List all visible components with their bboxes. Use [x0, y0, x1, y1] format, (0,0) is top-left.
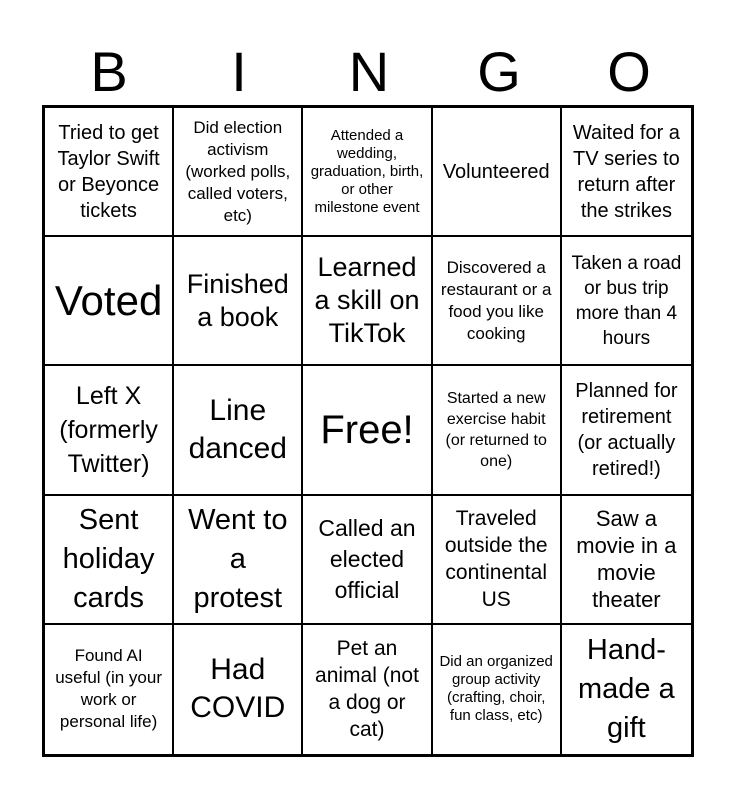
header-letter-g: G	[477, 40, 521, 103]
bingo-cell-r4-c0[interactable]	[45, 625, 174, 754]
bingo-cell-r0-c0[interactable]	[45, 108, 174, 237]
bingo-cell-r4-c1[interactable]	[174, 625, 303, 754]
header-letter-o: O	[607, 40, 651, 103]
cell-text: Finished a book	[186, 268, 289, 332]
bingo-cell-r1-c4[interactable]	[562, 237, 691, 366]
cell-text: Left X (formerly Twitter)	[59, 381, 158, 478]
bingo-cell-r0-c2[interactable]	[303, 108, 432, 237]
bingo-cell-r1-c2[interactable]	[303, 237, 432, 366]
cell-text: Traveled outside the continental US	[444, 507, 548, 612]
cell-text: Free!	[320, 407, 414, 452]
bingo-cell-r0-c4[interactable]	[562, 108, 691, 237]
bingo-cell-r4-c4[interactable]	[562, 625, 691, 754]
bingo-cell-r3-c4[interactable]	[562, 496, 691, 625]
cell-text: Started a new exercise habit (or returned to one)	[445, 389, 547, 470]
bingo-header	[44, 38, 694, 106]
header-letter-b: B	[90, 40, 128, 103]
cell-text: Voted	[54, 276, 163, 324]
bingo-cell-r4-c3[interactable]	[433, 625, 562, 754]
cell-text: Pet an animal (not a dog or cat)	[315, 637, 419, 742]
cell-text: Saw a movie in a movie theater	[576, 506, 677, 613]
cell-text: Discovered a restaurant or a food you like cooking	[440, 257, 552, 343]
cell-text: Did an organized group activity (crafting, choir, fun class, etc)	[439, 653, 553, 725]
bingo-cell-r2-c1[interactable]	[174, 366, 303, 495]
cell-text: Sent holiday cards	[62, 503, 155, 614]
cell-text: Attended a wedding, graduation, birth, or other milestone event	[310, 126, 424, 216]
bingo-cell-r3-c0[interactable]	[45, 496, 174, 625]
bingo-cell-r4-c2[interactable]	[303, 625, 432, 754]
cell-text: Volunteered	[442, 160, 550, 183]
cell-text: Hand-made a gift	[578, 633, 675, 744]
bingo-cell-r2-c3[interactable]	[433, 366, 562, 495]
bingo-cell-r1-c1[interactable]	[174, 237, 303, 366]
header-letter-i: I	[231, 40, 247, 103]
cell-text: Had COVID	[190, 653, 286, 725]
cell-text: Taken a road or bus trip more than 4 hours	[571, 252, 682, 349]
bingo-cell-r2-c4[interactable]	[562, 366, 691, 495]
header-letter-n: N	[348, 40, 390, 103]
cell-text: Line danced	[188, 393, 287, 465]
bingo-cell-r0-c1[interactable]	[174, 108, 303, 237]
bingo-cell-r3-c2[interactable]	[303, 496, 432, 625]
bingo-cell-r3-c3[interactable]	[433, 496, 562, 625]
cell-text: Did election activism (worked polls, called voters, etc)	[185, 117, 291, 225]
bingo-cell-r2-c0[interactable]	[45, 366, 174, 495]
bingo-cell-r0-c3[interactable]	[433, 108, 562, 237]
cell-text: Called an elected official	[318, 514, 416, 603]
bingo-board	[42, 105, 694, 757]
cell-text: Tried to get Taylor Swift or Beyonce tickets	[57, 121, 160, 222]
cell-text: Waited for a TV series to return after the strikes	[572, 121, 680, 222]
bingo-cell-r1-c3[interactable]	[433, 237, 562, 366]
bingo-cell-r3-c1[interactable]	[174, 496, 303, 625]
cell-text: Found AI useful (in your work or personal life)	[55, 646, 162, 732]
cell-text: Learned a skill on TikTok	[314, 252, 420, 349]
bingo-cell-r2-c2[interactable]	[303, 366, 432, 495]
cell-text: Went to a protest	[188, 503, 288, 614]
cell-text: Planned for retirement (or actually retired!)	[575, 379, 678, 480]
bingo-cell-r1-c0[interactable]	[45, 237, 174, 366]
